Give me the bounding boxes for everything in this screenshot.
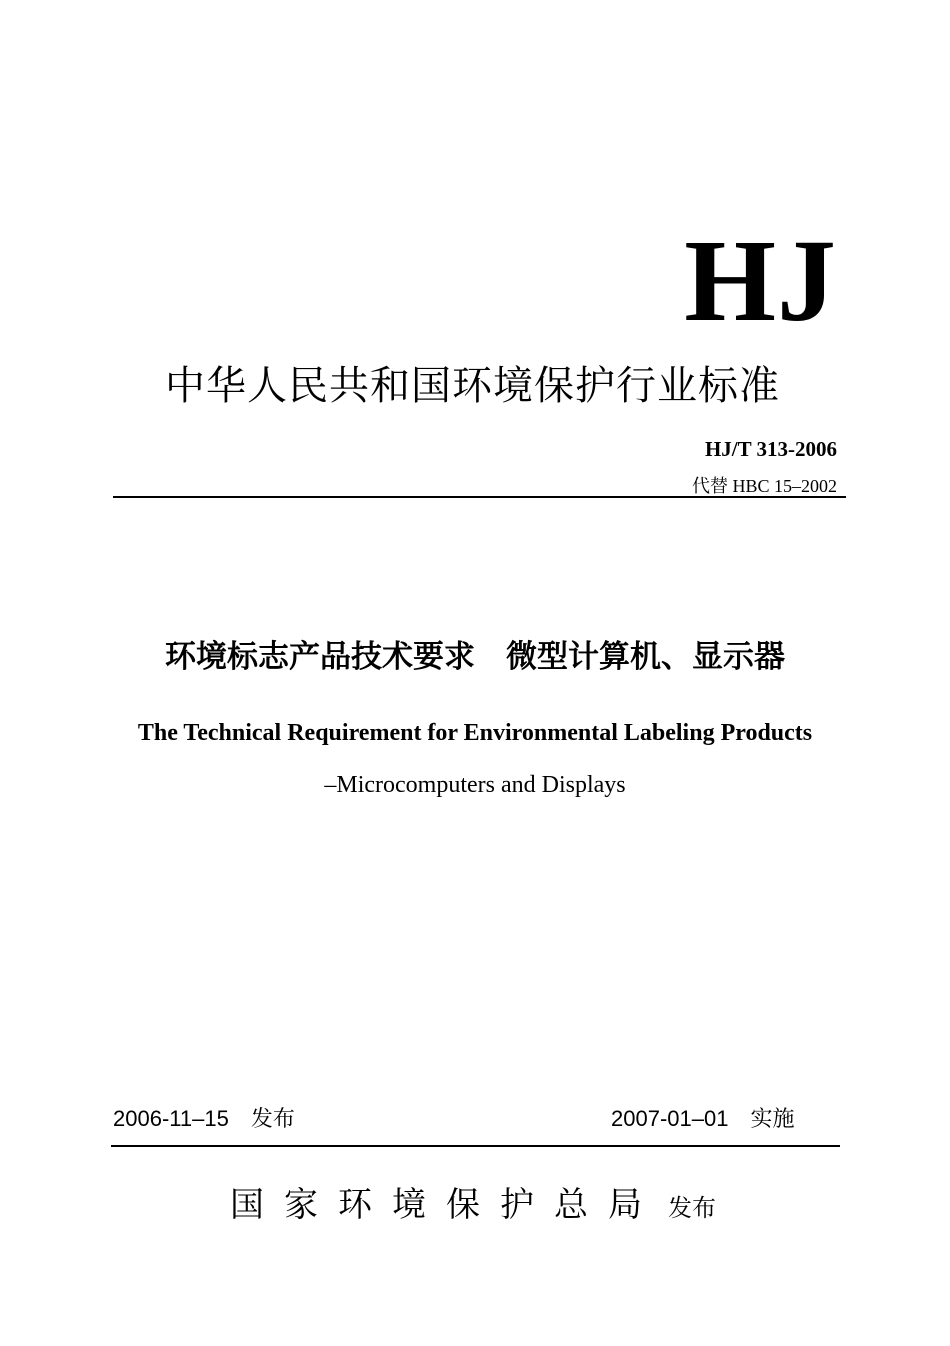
footer-divider — [111, 1145, 840, 1147]
document-title-en: The Technical Requirement for Environmental Labeling Products — [137, 720, 813, 746]
issue-date: 2006-11–15 — [113, 1106, 229, 1131]
implementation-date: 2007-01–01 — [611, 1106, 729, 1131]
publisher-name: 国家环境保护总局 — [230, 1185, 662, 1225]
standard-number: HJ/T 313-2006 — [704, 437, 837, 461]
issue-date-block — [113, 1104, 295, 1135]
publisher-label: 发布 — [668, 1194, 716, 1222]
replaces-standard: 代替 HBC 15–2002 — [691, 476, 837, 496]
standard-logo: HJ — [684, 215, 837, 346]
implementation-date-block — [611, 1104, 794, 1135]
document-title-zh: 环境标志产品技术要求 微型计算机、显示器 — [165, 639, 785, 675]
document-subtitle-en: –Microcomputers and Displays — [324, 772, 626, 798]
issue-label: 发布 — [250, 1107, 295, 1132]
standard-category: 中华人民共和国环境保护行业标准 — [165, 363, 780, 409]
header-divider — [113, 496, 846, 498]
implementation-label: 实施 — [750, 1107, 795, 1132]
